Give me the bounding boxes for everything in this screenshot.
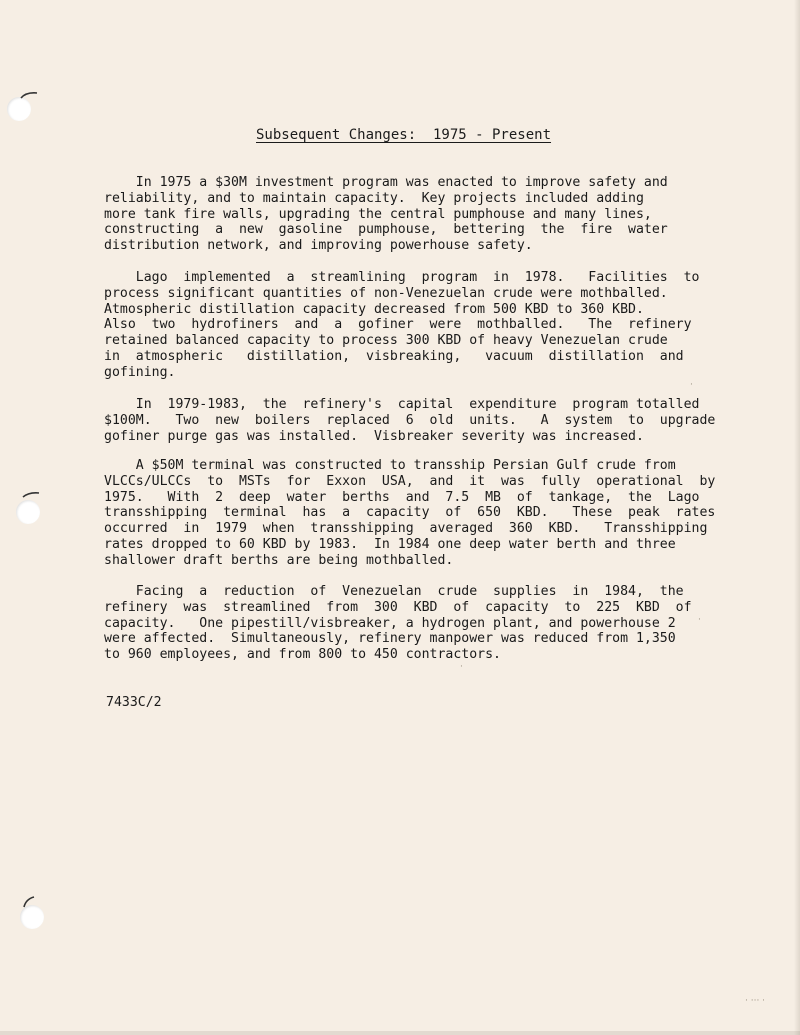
paragraph-1979-1983-capex: In 1979-1983, the refinery's capital expenditure program totalled $100M. Two new boilers replaced 6 old units. A system to upgrade gofiner purge gas was installed. Visbreaker severity was increased. [104,397,716,444]
scan-speck: · [698,615,701,625]
paragraph-1984-reduction: Facing a reduction of Venezuelan crude supplies in 1984, the refinery was streamlined from 300 KBD of capacity to 225 KBD of capacity. One pipestill/visbreaker, a hydrogen plant, and powerhouse 2 were affected. Simultaneously, refinery manpower was reduced from 1,350 to 960 employees, and from 800 to 450 contractors. [104,584,692,663]
punch-hole-top [7,97,31,121]
hole-tear-mark-icon [22,491,40,499]
hole-tear-mark-icon [20,91,38,99]
scan-speck: · [460,662,463,672]
punch-hole-middle [16,500,40,524]
section-heading: Subsequent Changes: 1975 - Present [256,127,552,143]
page-bottom-shadow [0,1031,800,1035]
paragraph-1978-streamlining: Lago implemented a streamlining program in 1978. Facilities to process significant quantities of non-Venezuelan crude were mothballed. Atmospheric distillation capacity decreased from 500 KBD to 360 KBD. Also two hydrofiners and a gofiner were mothballed. The refinery retained balanced capacity to process 300 KBD of heavy Venezuelan crude in atmospheric distillation, visbreaking, vacuum distillation and gofining. [104,270,700,380]
hole-tear-mark-icon [22,896,40,904]
document-code: 7433C/2 [106,695,162,710]
paragraph-terminal: A $50M terminal was constructed to transship Persian Gulf crude from VLCCs/ULCCs to MSTs for Exxon USA, and it was fully operational by 1975. With 2 deep water berths and 7.5 MB of tankage, the Lago transshipping terminal has a capacity of 650 KBD. These peak rates occurred in 1979 when transshipping averaged 360 KBD. Transshipping rates dropped to 60 KBD by 1983. In 1984 one deep water berth and three shallower draft berths are being mothballed. [104,458,716,568]
paragraph-1975-investment: In 1975 a $30M investment program was enacted to improve safety and reliability, and to maintain capacity. Key projects included adding more tank fire walls, upgrading the central pumphouse and many lines, constructing a new gasoline pumphouse, bettering the fire water distribution network, and improving powerhouse safety. [104,175,668,254]
scan-speck: · ··· · [745,996,766,1006]
punch-hole-bottom [20,905,44,929]
scan-speck: · [690,380,693,390]
page-edge-shadow [794,0,800,1035]
